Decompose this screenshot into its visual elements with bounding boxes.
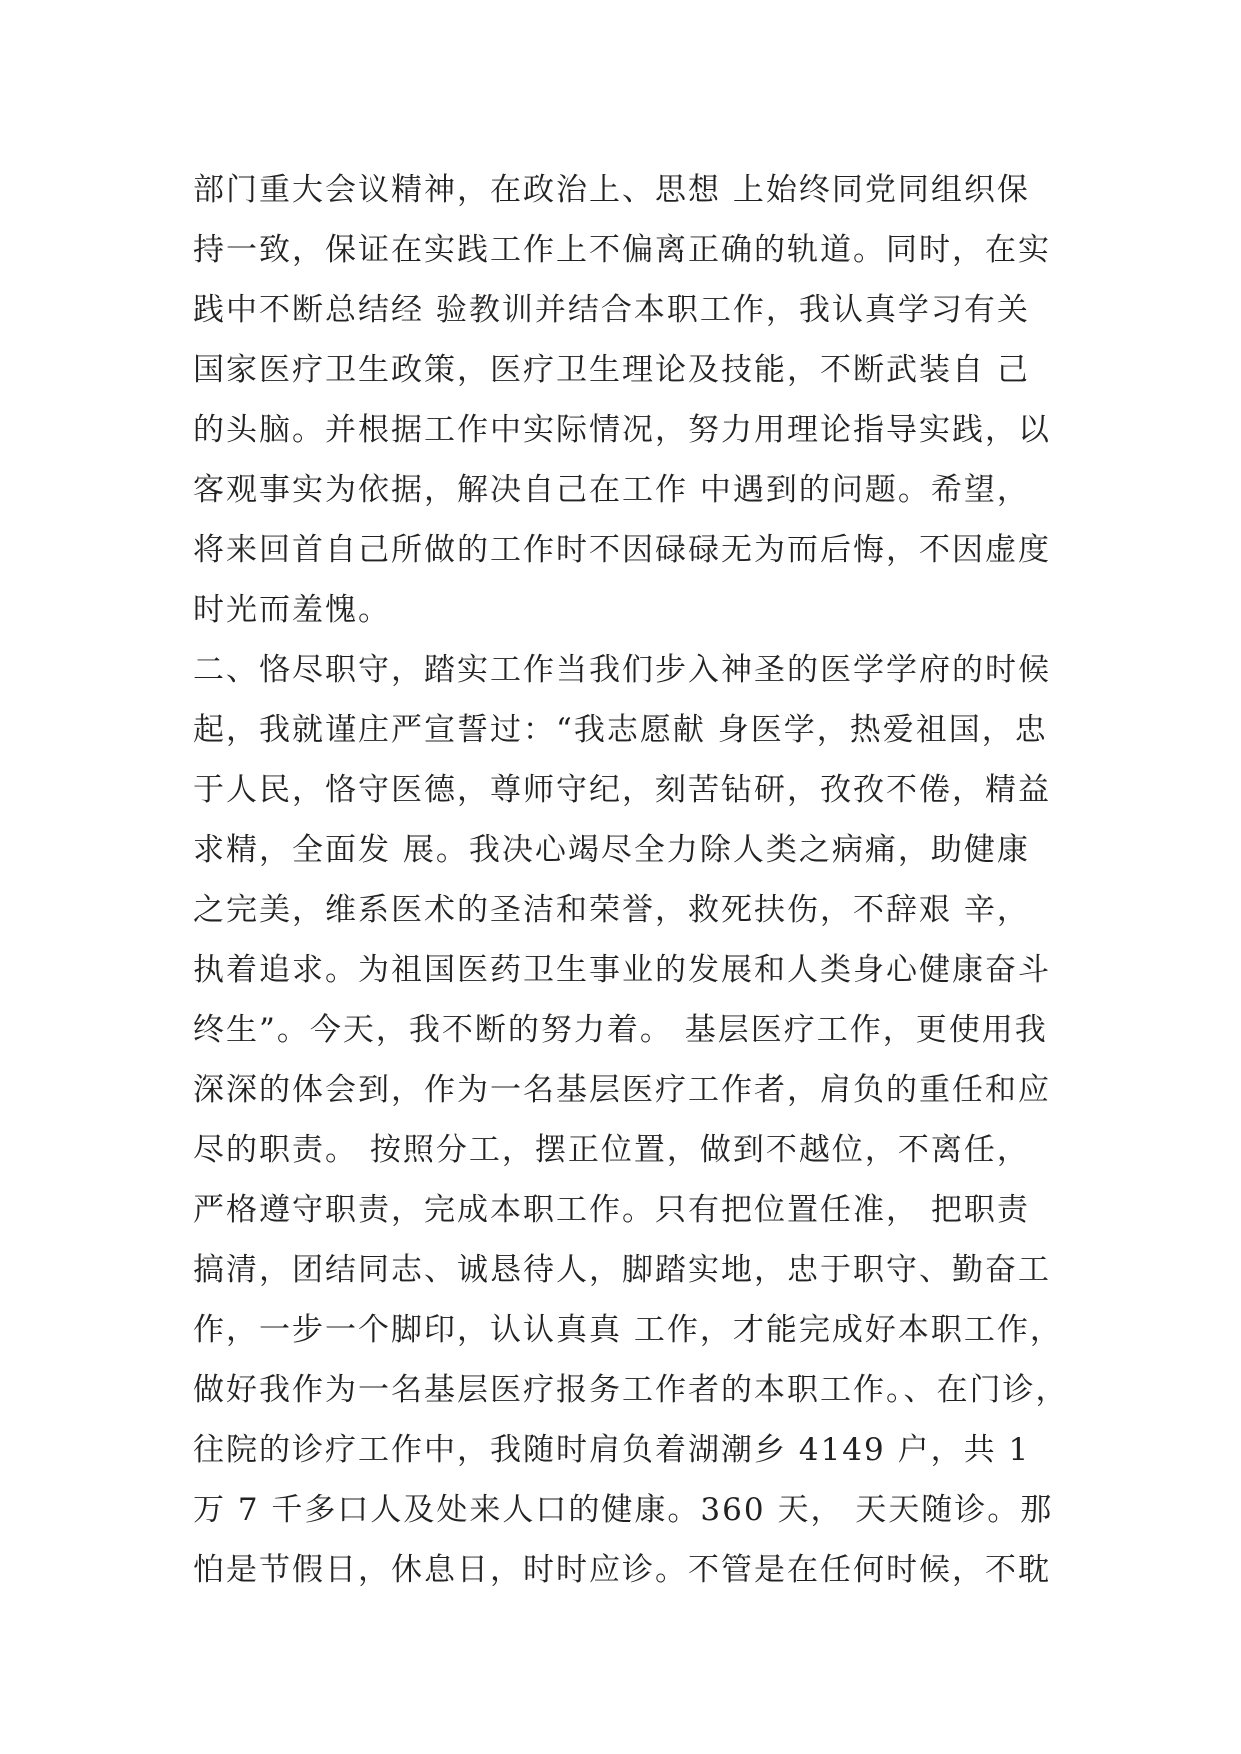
text-line: 怕是节假日，休息日，时时应诊。不管是在任何时候，不耽	[193, 1552, 1051, 1588]
text-line: 作，一步一个脚印，认认真真 工作，才能完成好本职工作，	[193, 1312, 1063, 1348]
text-line: 求精，全面发 展。我决心竭尽全力除人类之病痛，助健康	[193, 832, 1030, 868]
text-line: 往院的诊疗工作中，我随时肩负着湖潮乡 4149 户，共 1	[193, 1432, 1031, 1468]
text-line: 严格遵守职责，完成本职工作。只有把位置任准， 把职责	[193, 1192, 1030, 1228]
section-heading-line: 二、恪尽职守，踏实工作当我们步入神圣的医学学府的时候	[193, 652, 1051, 688]
text-line: 终生”。今天，我不断的努力着。 基层医疗工作，更使用我	[193, 1012, 1048, 1048]
body-text	[193, 160, 1073, 1600]
text-line: 万 7 千多口人及处来人口的健康。360 天， 天天随诊。那	[193, 1492, 1054, 1528]
text-line: 持一致，保证在实践工作上不偏离正确的轨道。同时，在实	[193, 232, 1051, 268]
text-line: 尽的职责。 按照分工，摆正位置，做到不越位，不离任，	[193, 1132, 1030, 1168]
text-line: 国家医疗卫生政策，医疗卫生理论及技能，不断武装自 己	[193, 352, 1030, 388]
text-line: 将来回首自己所做的工作时不因碌碌无为而后悔，不因虚度	[193, 532, 1051, 568]
text-line: 于人民，恪守医德，尊师守纪，刻苦钻研，孜孜不倦，精益	[193, 772, 1051, 808]
text-line: 客观事实为依据，解决自己在工作 中遇到的问题。希望，	[193, 472, 1030, 508]
text-line: 时光而羞愧。	[193, 592, 391, 628]
text-line: 的头脑。并根据工作中实际情况，努力用理论指导实践，以	[193, 412, 1051, 448]
text-line: 之完美，维系医术的圣洁和荣誉，救死扶伤，不辞艰 辛，	[193, 892, 1030, 928]
text-line: 做好我作为一名基层医疗报务工作者的本职工作。、在门诊，	[193, 1372, 1069, 1408]
text-line: 搞清，团结同志、诚恳待人，脚踏实地，忠于职守、勤奋工	[193, 1252, 1051, 1288]
text-line: 执着追求。为祖国医药卫生事业的发展和人类身心健康奋斗	[193, 952, 1051, 988]
text-line: 起，我就谨庄严宣誓过：“我志愿献 身医学，热爱祖国，忠	[193, 712, 1048, 748]
text-line: 部门重大会议精神，在政治上、思想 上始终同党同组织保	[193, 172, 1030, 208]
text-line: 深深的体会到，作为一名基层医疗工作者，肩负的重任和应	[193, 1072, 1051, 1108]
text-line: 践中不断总结经 验教训并结合本职工作，我认真学习有关	[193, 292, 1030, 328]
